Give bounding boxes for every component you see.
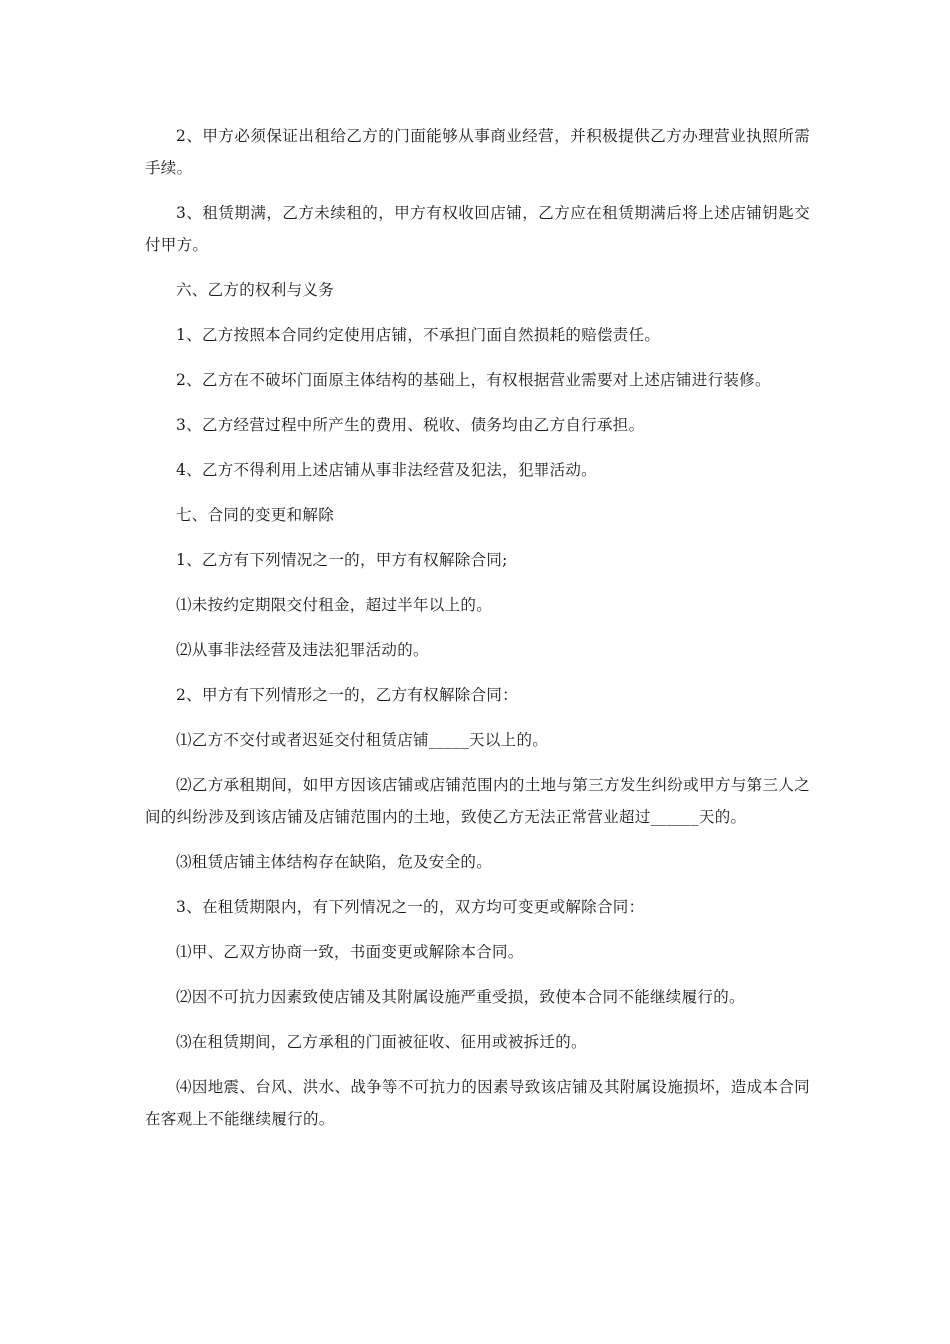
change-clause-3-item-3: ⑶在租赁期间，乙方承租的门面被征收、征用或被拆迁的。 [176,1033,587,1051]
change-clause-1-item-2: ⑵从事非法经营及违法犯罪活动的。 [176,641,429,659]
change-clause-2: 2、甲方有下列情形之一的，乙方有权解除合同： [176,686,518,704]
section-heading-tenant-rights: 六、乙方的权利与义务 [176,281,335,299]
change-clause-3: 3、在租赁期限内，有下列情况之一的，双方均可变更或解除合同： [176,898,645,916]
change-clause-3-item-1: ⑴甲、乙双方协商一致，书面变更或解除本合同。 [176,943,524,961]
change-clause-2-item-2: ⑵乙方承租期间，如甲方因该店铺或店铺范围内的土地与第三方发生纠纷或甲方与第三人之间的纠纷涉及到该店铺及店铺范围内的土地，致使乙方无法正常营业超过______天的。 [145,776,810,826]
tenant-clause-1: 1、乙方按照本合同约定使用店铺，不承担门面自然损耗的赔偿责任。 [176,326,661,344]
tenant-clause-4: 4、乙方不得利用上述店铺从事非法经营及犯法，犯罪活动。 [176,461,597,479]
clause-3-lease-expiry-keys: 3、租赁期满，乙方未续租的，甲方有权收回店铺，乙方应在租赁期满后将上述店铺钥匙交付甲方。 [145,204,810,254]
change-clause-3-item-2: ⑵因不可抗力因素致使店铺及其附属设施严重受损，致使本合同不能继续履行的。 [176,988,745,1006]
clause-2-landlord-business-guarantee: 2、甲方必须保证出租给乙方的门面能够从事商业经营，并积极提供乙方办理营业执照所需手续。 [145,127,810,177]
section-heading-contract-change: 七、合同的变更和解除 [176,506,335,524]
tenant-clause-3: 3、乙方经营过程中所产生的费用、税收、债务均由乙方自行承担。 [176,416,645,434]
change-clause-2-item-3: ⑶租赁店铺主体结构存在缺陷，危及安全的。 [176,853,493,871]
contract-body [145,120,810,1148]
tenant-clause-2: 2、乙方在不破坏门面原主体结构的基础上，有权根据营业需要对上述店铺进行装修。 [176,371,771,389]
change-clause-3-item-4: ⑷因地震、台风、洪水、战争等不可抗力的因素导致该店铺及其附属设施损坏，造成本合同在客观上不能继续履行的。 [145,1078,810,1128]
change-clause-2-item-1: ⑴乙方不交付或者迟延交付租赁店铺_____天以上的。 [176,731,549,749]
change-clause-1-item-1: ⑴未按约定期限交付租金，超过半年以上的。 [176,596,493,614]
change-clause-1: 1、乙方有下列情况之一的，甲方有权解除合同; [176,551,508,569]
